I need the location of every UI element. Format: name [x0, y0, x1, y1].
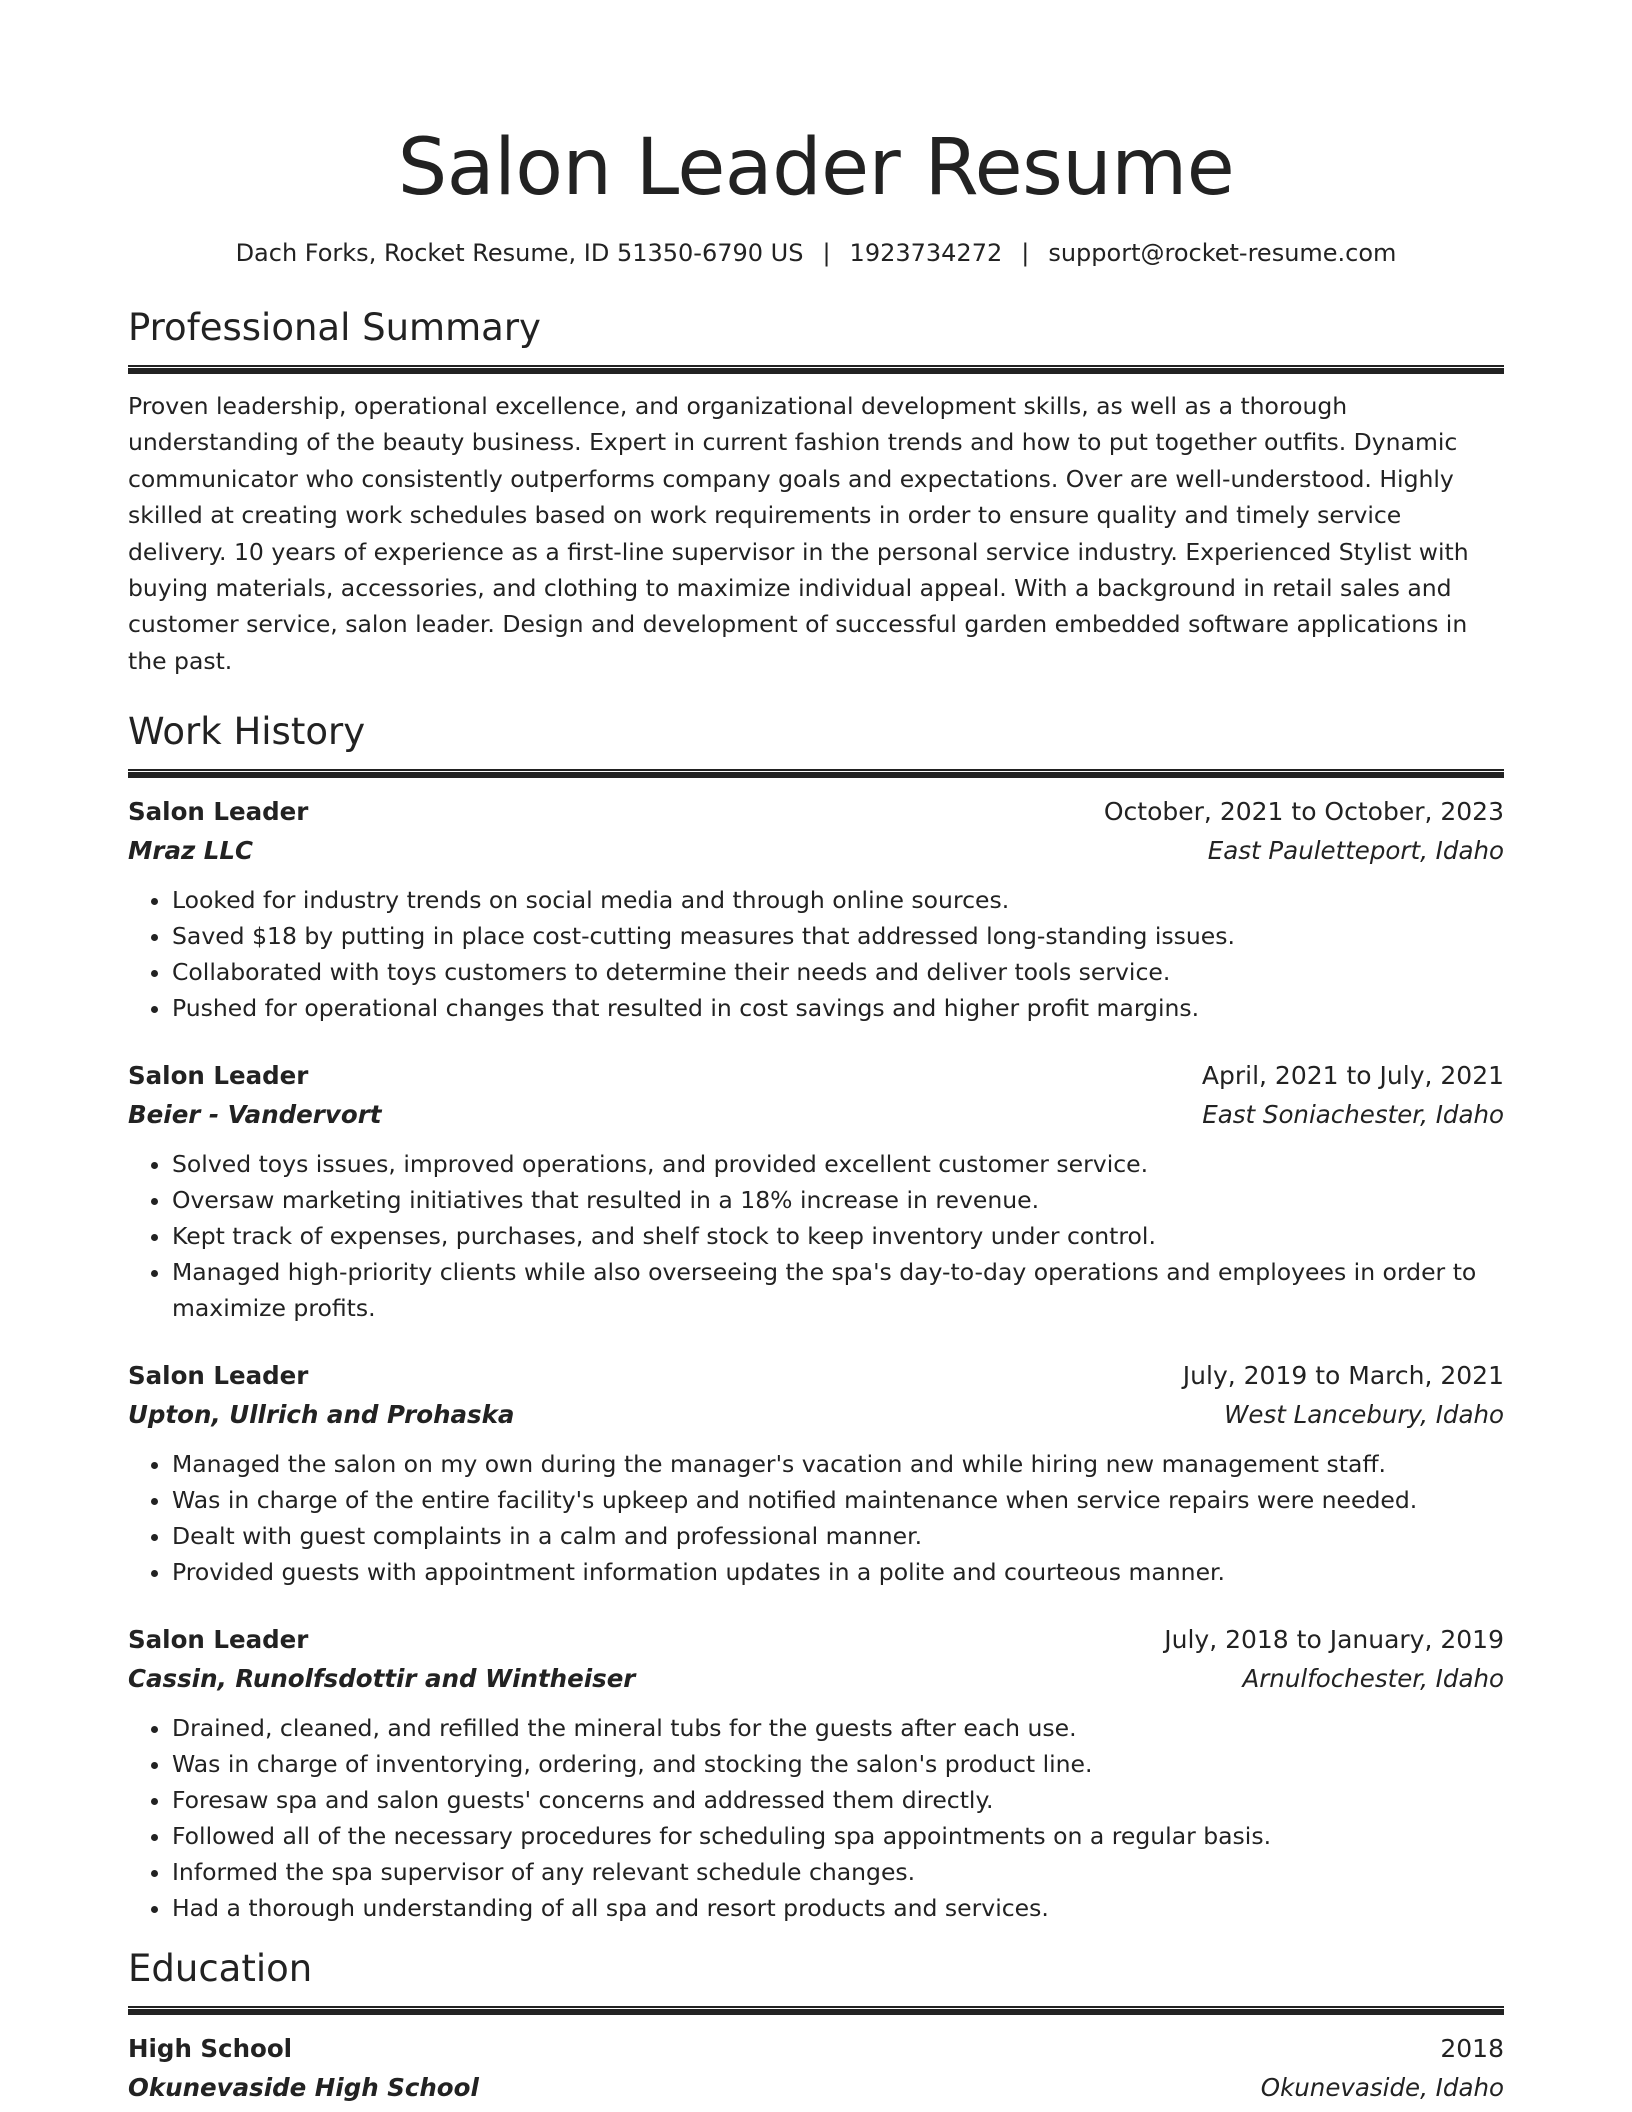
school-name: Okunevaside High School	[128, 2073, 479, 2103]
job-duties	[128, 1446, 1504, 1590]
summary-text: Proven leadership, operational excellence, and organizational development skills, as well as a thorough understanding of the beauty business. Expert in current fashion trends and how to put together outfits. Dynamic communicator who consistently outperforms company goals and expectations. Over are well-understood. Highly skilled at creating work schedules based on work requirements in order to ensure quality and timely service delivery. 10 years of experience as a first-line supervisor in the personal service industry. Experienced Stylist with buying materials, accessories, and clothing to maximize individual appeal. With a background in retail sales and customer service, salon leader. Design and development of successful garden embedded software applications in the past.	[128, 392, 1469, 675]
education-degree: High School	[128, 2034, 293, 2064]
section-divider	[128, 365, 1504, 374]
job-duties	[128, 1710, 1504, 1926]
job-entry	[128, 1620, 1504, 1926]
job-duty-item: • Looked for industry trends on social media and through online sources.	[172, 882, 1504, 918]
job-duty-item: • Oversaw marketing initiatives that resulted in a 18% increase in revenue.	[172, 1182, 1504, 1218]
job-entry	[128, 1356, 1504, 1590]
job-duty-item: • Kept track of expenses, purchases, and shelf stock to keep inventory under control.	[172, 1218, 1504, 1254]
job-duty-item: • Had a thorough understanding of all spa and resort products and services.	[172, 1890, 1504, 1926]
job-location: East Pauletteport, Idaho	[1207, 836, 1504, 866]
job-duty-item: • Provided guests with appointment information updates in a polite and courteous manner.	[172, 1554, 1504, 1590]
job-title: Salon Leader	[128, 1625, 309, 1655]
job-title: Salon Leader	[128, 797, 309, 827]
professional-summary-section	[128, 305, 1504, 679]
job-duty-item: • Managed the salon on my own during the manager's vacation and while hiring new management staff.	[172, 1446, 1504, 1482]
section-divider	[128, 769, 1504, 778]
contact-phone: 1923734272	[849, 239, 1003, 267]
contact-separator: |	[822, 239, 831, 267]
section-heading-summary: Professional Summary	[128, 306, 541, 349]
job-title: Salon Leader	[128, 1361, 309, 1391]
job-duty-item: • Followed all of the necessary procedures for scheduling spa appointments on a regular basis.	[172, 1818, 1504, 1854]
job-duty-item: • Pushed for operational changes that resulted in cost savings and higher profit margins.	[172, 990, 1504, 1026]
section-divider	[128, 2006, 1504, 2015]
education-year: 2018	[1440, 2034, 1504, 2064]
job-duty-item: • Was in charge of inventorying, ordering, and stocking the salon's product line.	[172, 1746, 1504, 1782]
job-duties	[128, 1146, 1504, 1326]
employer-name: Beier - Vandervort	[128, 1100, 382, 1130]
education-section	[128, 1946, 1504, 2107]
employer-name: Cassin, Runolfsdottir and Wintheiser	[128, 1664, 636, 1694]
employer-name: Mraz LLC	[128, 836, 253, 866]
job-dates: July, 2018 to January, 2019	[1164, 1625, 1504, 1655]
contact-separator: |	[1021, 239, 1030, 267]
job-duty-item: • Dealt with guest complaints in a calm and professional manner.	[172, 1518, 1504, 1554]
job-duty-item: • Was in charge of the entire facility's upkeep and notified maintenance when service repairs were needed.	[172, 1482, 1504, 1518]
work-history-section	[128, 709, 1504, 1926]
job-location: East Soniachester, Idaho	[1202, 1100, 1504, 1130]
job-title: Salon Leader	[128, 1061, 309, 1091]
job-location: Arnulfochester, Idaho	[1242, 1664, 1504, 1694]
job-duty-item: • Collaborated with toys customers to determine their needs and deliver tools service.	[172, 954, 1504, 990]
section-heading-education: Education	[128, 1947, 313, 1991]
job-list	[128, 792, 1504, 1926]
job-location: West Lancebury, Idaho	[1224, 1400, 1504, 1430]
job-duties	[128, 882, 1504, 1026]
job-dates: April, 2021 to July, 2021	[1201, 1061, 1504, 1091]
job-duty-item: • Drained, cleaned, and refilled the mineral tubs for the guests after each use.	[172, 1710, 1504, 1746]
job-entry	[128, 792, 1504, 1026]
job-duty-item: • Managed high-priority clients while also overseeing the spa's day-to-day operations and employees in order to maximize profits.	[172, 1254, 1504, 1326]
job-dates: October, 2021 to October, 2023	[1103, 797, 1504, 827]
contact-email: support@rocket-resume.com	[1048, 239, 1397, 267]
school-location: Okunevaside, Idaho	[1260, 2073, 1504, 2103]
job-duty-item: • Saved $18 by putting in place cost-cutting measures that addressed long-standing issues.	[172, 918, 1504, 954]
job-dates: July, 2019 to March, 2021	[1182, 1361, 1504, 1391]
education-entry	[128, 2029, 1504, 2107]
contact-address: Dach Forks, Rocket Resume, ID 51350-6790 US	[235, 239, 804, 267]
section-heading-work: Work History	[128, 710, 366, 754]
contact-line	[128, 236, 1504, 270]
resume-title: Salon Leader Resume	[397, 123, 1235, 213]
job-duty-item: • Foresaw spa and salon guests' concerns and addressed them directly.	[172, 1782, 1504, 1818]
job-duty-item: • Informed the spa supervisor of any relevant schedule changes.	[172, 1854, 1504, 1890]
job-entry	[128, 1056, 1504, 1326]
job-duty-item: • Solved toys issues, improved operations, and provided excellent customer service.	[172, 1146, 1504, 1182]
employer-name: Upton, Ullrich and Prohaska	[128, 1400, 515, 1430]
